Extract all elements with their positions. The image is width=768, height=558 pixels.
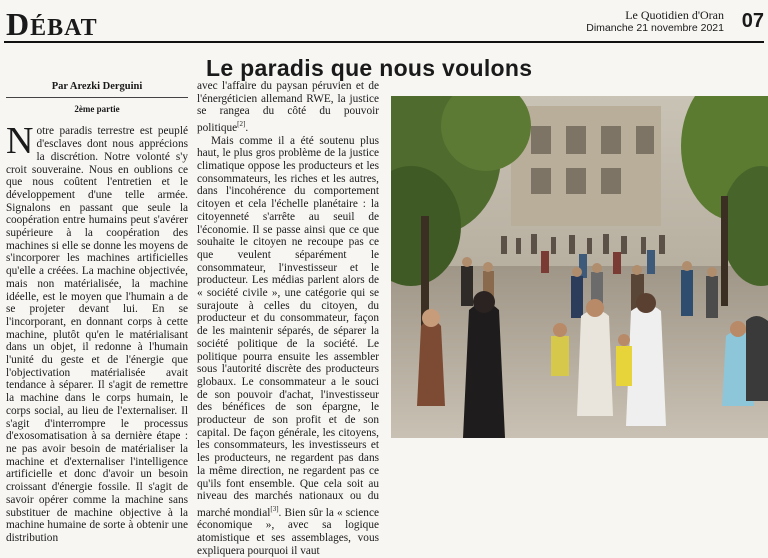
newspaper-info — [586, 9, 724, 35]
byline-rule — [6, 97, 188, 98]
footnote-ref-2: [2] — [237, 120, 246, 129]
drop-cap: N — [6, 120, 34, 163]
column-1-body: otre paradis terrestre est peuplé d'esclaves dont nous apprécions la discrétion. Notre volonté s'y croit souveraine. Nous en oublions ce que nous coûtent l'entretien et le développement d'une telle armée. Signalons en passant que seule la coopération entre humains peut s'avérer supérieure à la coopération des machines si elle se donne les moyens de s'incorporer les machines artificielles qu'elle a créées. La machine objectivée, mais non matérialisée, la machine idéelle, est le moyen que l'humain a de se projeter devant lui. En se l'incorporant, en donnant corps à cette machine, plutôt qu'en le matérialisant dans un objet, il redonne à l'humain l'unité du geste et de l'énergie que l'objectivation matérialisée avait tendance à séparer. Il s'agit de remettre la machine dans le corps humain, le corps social, au lieu de l'externaliser. Il s'agit d'interrompre le processus d'exosomatisation à sa dernière étape : ne pas avoir besoin de matérialiser la machine et d'externaliser l'intelligence artificielle et donc d'avoir un besoin croissant d'énergie fossile. Il s'agit de savoir opérer comme la machine sans substituer de machine objective à la machine humaine de sorte à obtenir une distribution — [6, 125, 188, 544]
part-label: 2ème partie — [74, 103, 120, 114]
header-rule — [4, 41, 764, 43]
footnote-ref-3: [3] — [270, 504, 279, 513]
page-number: 07 — [741, 10, 764, 32]
column-2-paragraph-2: Mais comme il a été soutenu plus haut, le plus gros problème de la justice climatique oppose les producteurs et les consommateurs, les riches et les autres, dans l'incohérence du comportement citoyen et cela l'échelle planétaire : la citoyenneté s'arrête au seuil de l'économie. Il se passe ainsi que ce que souhaite le citoyen ne recoupe pas ce que veulent séparément le consommateur, l'investisseur et le producteur. Les médias parlent alors de « société civile », une catégorie qui se surajoute à celles du citoyen, du producteur et du consommateur, façon de les maintenir séparés, de séparer la société politique de la société. Le politique pourra ensuite les assembler sous l'autorité discrète des producteurs globaux. Le consommateur a le souci de son pouvoir d'achat, l'investisseur des bénéfices de son épargne, le producteur de son profit et de son capital. De façon générale, les citoyens, les consommateurs, les investisseurs et les producteurs, ne regardent pas dans la même direction, ne regardent pas ce qu'ils font ensemble. Que cela soit au niveau des marchés nationaux ou du marché mondial[3]. Bien sûr la « science économique », avec sa logique atomistique et ses assemblages, vous expliquera pourquoi il vaut — [197, 134, 379, 557]
issue-date: Dimanche 21 novembre 2021 — [586, 22, 724, 34]
masthead — [0, 0, 768, 44]
column-2-paragraph-1: avec l'affaire du paysan péruvien et de l'énergéticien allemand RWE, la justice se rangea du côté du pouvoir politique[2]. — [197, 80, 379, 134]
article-column-2 — [197, 80, 379, 558]
byline: Par Arezki Derguini — [51, 81, 143, 92]
column-1-text — [6, 120, 188, 544]
section-title: DÉBAT — [6, 6, 98, 42]
article-headline: Le paradis que nous voulons — [206, 55, 533, 81]
article-column-1 — [6, 80, 188, 545]
newspaper-name: Le Quotidien d'Oran — [625, 8, 724, 22]
street-crowd-photo — [391, 96, 768, 438]
